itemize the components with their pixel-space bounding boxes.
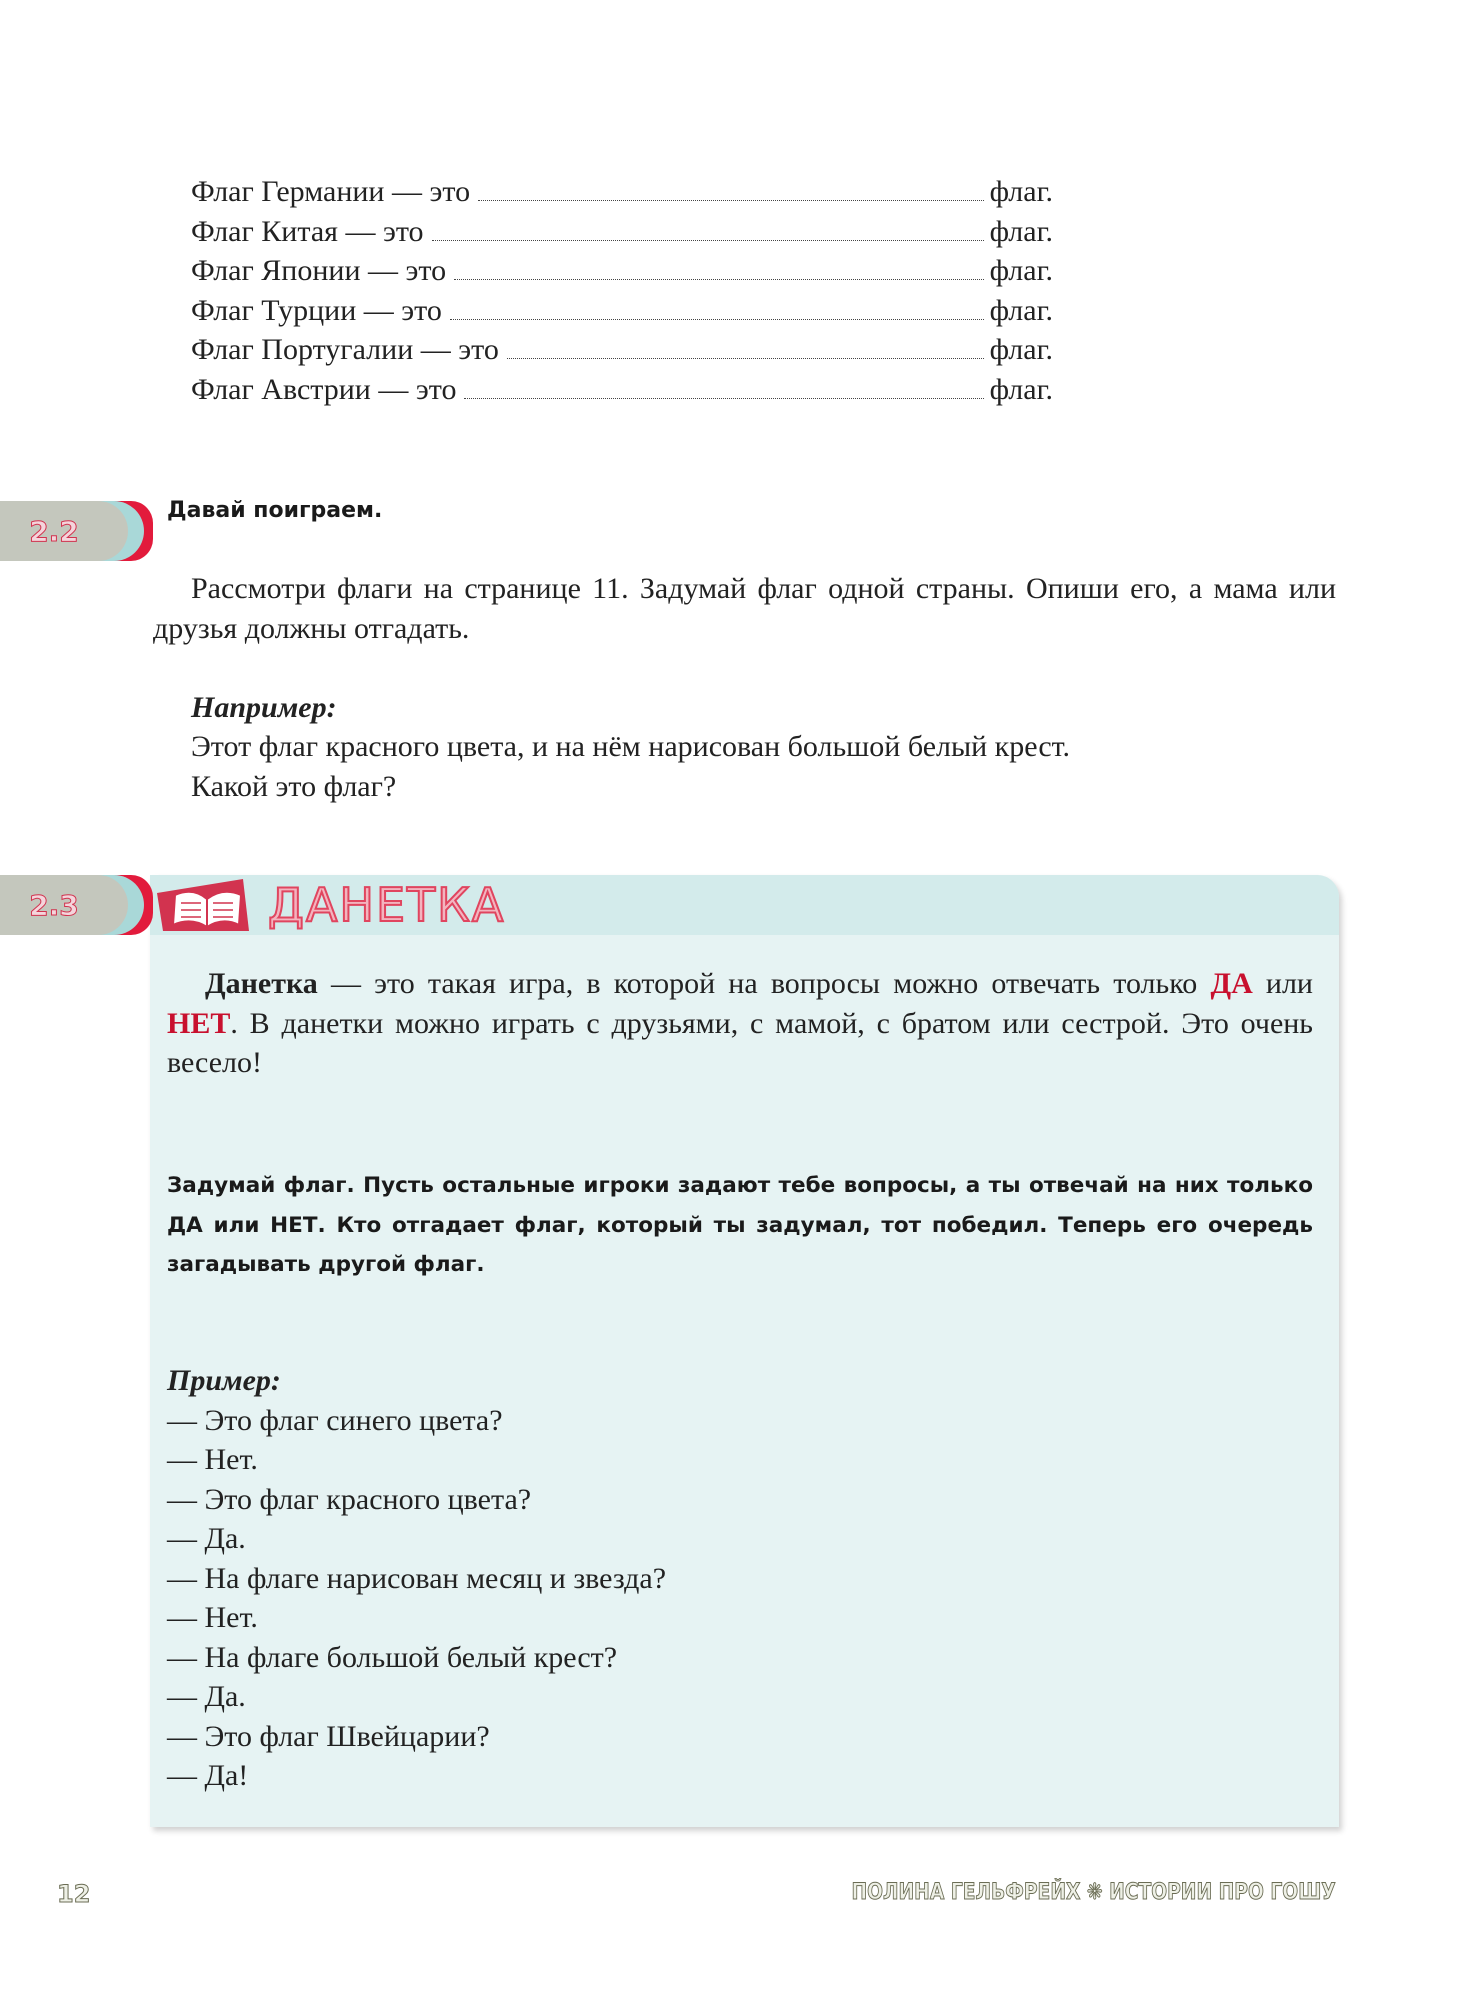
instructions: Задумай флаг. Пусть остальные игроки задают тебе вопросы, а ты отвечай на них только ДА или НЕТ. Кто отгадает флаг, который ты задумал, тот победил. Теперь его очередь загадывать другой флаг. (167, 1173, 1313, 1277)
fill-line (191, 175, 1053, 215)
dialogue-line: — На флаге большой белый крест? (167, 1640, 618, 1674)
example-line: Какой это флаг? (191, 770, 397, 803)
fill-suffix: флаг. (989, 214, 1053, 248)
fill-prefix: Флаг Китая — это (191, 214, 424, 248)
dialogue-line: — Да. (167, 1522, 246, 1555)
fill-line (191, 333, 1053, 373)
running-title: ПОЛИНА ГЕЛЬФРЕЙХ ❋ ИСТОРИИ ПРО ГОШУ (851, 1880, 1336, 1905)
dialogue-line: — Нет. (167, 1601, 258, 1634)
section-number: 2.3 (29, 888, 79, 922)
example-label: Пример: (167, 1364, 281, 1397)
blank[interactable] (478, 179, 984, 201)
section-badge-2-2 (0, 501, 153, 561)
fill-suffix: флаг. (989, 293, 1053, 327)
fill-line (191, 373, 1053, 413)
example-label: Например: (191, 691, 337, 724)
blank[interactable] (464, 377, 983, 399)
fill-prefix: Флаг Португалии — это (191, 333, 499, 366)
fill-line (191, 215, 1053, 255)
book-icon (153, 873, 253, 935)
dialogue-line: — Да! (167, 1759, 249, 1792)
page-number: 12 (57, 1880, 91, 1908)
example-line: Этот флаг красного цвета, и на нём нарисован большой белый крест. (191, 730, 1070, 763)
fill-line (191, 254, 1053, 294)
blank[interactable] (454, 258, 983, 280)
dialogue-line: — Да. (167, 1680, 246, 1713)
paragraph: Рассмотри флаги на странице 11. Задумай флаг одной страны. Опиши его, а мама или друзья должны отгадать. (153, 572, 1336, 645)
fill-suffix: флаг. (989, 175, 1053, 208)
section-badge-2-3 (0, 875, 153, 935)
fill-prefix: Флаг Австрии — это (191, 372, 457, 406)
intro-paragraph: Данетка — это такая игра, в которой на вопросы можно отвечать только ДА или НЕТ. В данетки можно играть с друзьями, с мамой, с братом или сестрой. Это очень весело! (167, 967, 1313, 1079)
fill-suffix: флаг. (989, 372, 1053, 406)
dialogue-line: — Нет. (167, 1443, 258, 1476)
fill-suffix: флаг. (989, 333, 1053, 366)
blank[interactable] (507, 337, 984, 359)
section-number: 2.2 (29, 514, 79, 548)
fill-prefix: Флаг Японии — это (191, 254, 447, 287)
fill-line (191, 294, 1053, 334)
blank[interactable] (450, 298, 984, 320)
section-title: ДАНЕТКА (268, 878, 506, 932)
dialogue-line: — На флаге нарисован месяц и звезда? (167, 1561, 667, 1595)
fill-prefix: Флаг Германии — это (191, 175, 471, 208)
dialogue-line: — Это флаг синего цвета? (167, 1403, 503, 1437)
fill-suffix: флаг. (989, 254, 1053, 287)
section-heading: Давай поиграем. (167, 498, 383, 523)
dialogue-line: — Это флаг красного цвета? (167, 1482, 532, 1516)
blank[interactable] (432, 219, 984, 241)
dialogue-line: — Это флаг Швейцарии? (167, 1719, 490, 1753)
fill-prefix: Флаг Турции — это (191, 293, 442, 327)
